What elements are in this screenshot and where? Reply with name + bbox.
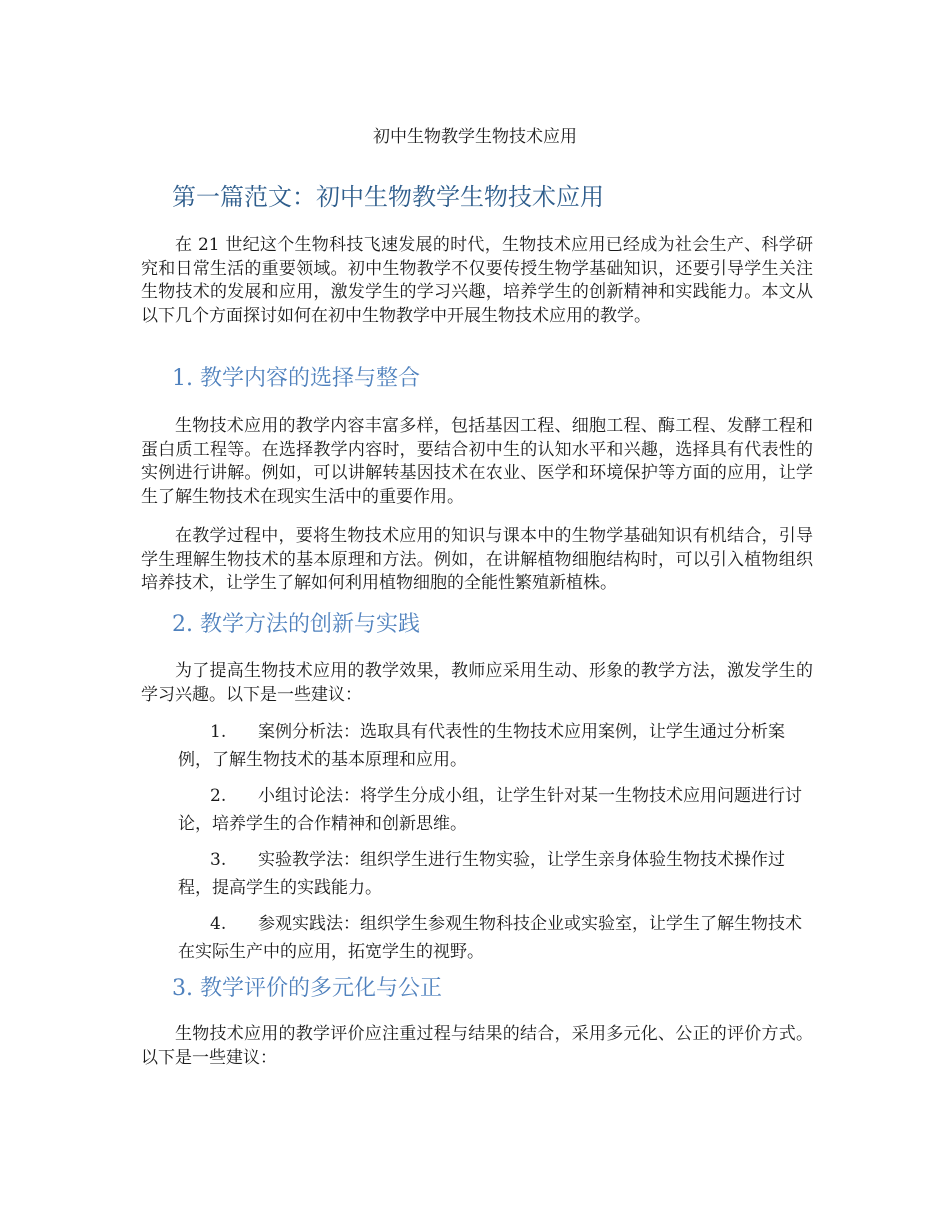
list-item — [178, 718, 812, 774]
intro-paragraph: 在 21 世纪这个生物科技飞速发展的时代，生物技术应用已经成为社会生产、科学研究和日常生活的重要领域。初中生物教学不仅要传授生物学基础知识，还要引导学生关注生物技术的发展和应用，激发学生的学习兴趣，培养学生的创新精神和实践能力。本文从以下几个方面探讨如何在初中生物教学中开展生物技术应用的教学。 — [141, 235, 813, 326]
section-1-paragraph-2: 在教学过程中，要将生物技术应用的知识与课本中的生物学基础知识有机结合，引导学生理解生物技术的基本原理和方法。例如，在讲解植物细胞结构时，可以引入植物组织培养技术，让学生了解如何利用植物细胞的全能性繁殖新植株。 — [141, 526, 813, 594]
section-3-paragraph-1: 生物技术应用的教学评价应注重过程与结果的结合，采用多元化、公正的评价方式。以下是一些建议： — [141, 1024, 813, 1068]
list-item — [178, 846, 812, 902]
section-2-paragraph-1: 为了提高生物技术应用的教学效果，教师应采用生动、形象的教学方法，激发学生的学习兴趣。以下是一些建议： — [141, 661, 813, 705]
section-3-heading: 3. 教学评价的多元化与公正 — [172, 976, 442, 1001]
list-item-text: 实验教学法：组织学生进行生物实验，让学生亲身体验生物技术操作过程，提高学生的实践能力。 — [178, 850, 785, 898]
section-1-paragraph-1: 生物技术应用的教学内容丰富多样，包括基因工程、细胞工程、酶工程、发酵工程和蛋白质工程等。在选择教学内容时，要结合初中生的认知水平和兴趣，选择具有代表性的实例进行讲解。例如，可以讲解转基因技术在农业、医学和环境保护等方面的应用，让学生了解生物技术在现实生活中的重要作用。 — [141, 416, 813, 507]
section-2-heading: 2. 教学方法的创新与实践 — [172, 612, 420, 637]
list-item-text: 案例分析法：选取具有代表性的生物技术应用案例，让学生通过分析案例，了解生物技术的基本原理和应用。 — [178, 722, 785, 770]
article-heading: 第一篇范文：初中生物教学生物技术应用 — [172, 183, 604, 211]
list-item — [178, 910, 812, 966]
list-item-number: 3. — [210, 850, 227, 870]
list-item-number: 2. — [210, 786, 227, 806]
list-item — [178, 782, 812, 838]
section-1-heading: 1. 教学内容的选择与整合 — [172, 366, 420, 391]
list-item-number: 1. — [210, 722, 227, 742]
list-item-number: 4. — [210, 914, 227, 934]
document-title: 初中生物教学生物技术应用 — [373, 127, 577, 147]
list-item-text: 小组讨论法：将学生分成小组，让学生针对某一生物技术应用问题进行讨论，培养学生的合作精神和创新思维。 — [178, 786, 802, 834]
list-item-text: 参观实践法：组织学生参观生物科技企业或实验室，让学生了解生物技术在实际生产中的应用，拓宽学生的视野。 — [178, 914, 802, 962]
